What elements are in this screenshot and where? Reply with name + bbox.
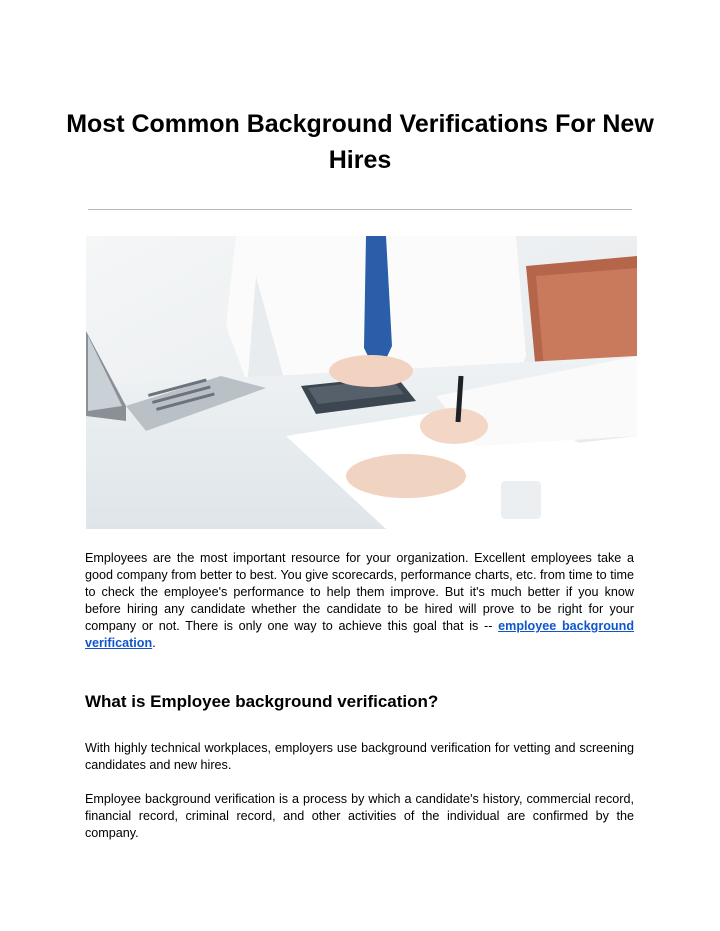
intro-paragraph [85, 550, 634, 652]
employee-background-verification-link[interactable]: employee background verification [85, 619, 635, 650]
page-title: Most Common Background Verifications For New Hires [66, 110, 654, 174]
section-heading: What is Employee background verification? [85, 692, 439, 711]
intro-text: Employees are the most important resource for your organization. Excellent employees take a good company from better to best. You give scorecards, performance charts, etc. from time to time to check the employee's performance to help them improve. But it's much better if you know before hiring any candidate whether the candidate to be hired will prove to be right for your company or not. There is only one way to achieve this goal that is -- [85, 551, 634, 633]
horizontal-divider [88, 209, 632, 210]
paragraph-vetting: With highly technical workplaces, employers use background verification for vetting and screening candidates and new hires. [85, 741, 634, 772]
intro-end: . [152, 636, 156, 650]
hero-photo [86, 236, 637, 529]
paragraph-definition: Employee background verification is a process by which a candidate's history, commercial record, financial record, criminal record, and other activities of the individual are confirmed by the company. [85, 792, 634, 840]
